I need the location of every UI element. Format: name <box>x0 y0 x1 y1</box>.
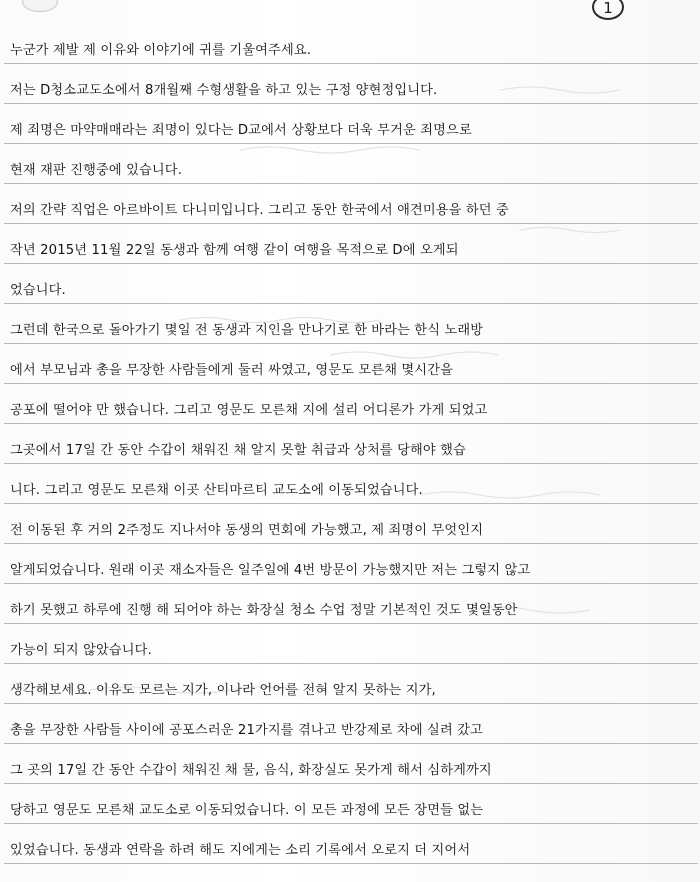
line-text: 저의 간략 직업은 아르바이트 다니미입니다. 그리고 동안 한국에서 애견미용을 하던 중 <box>10 203 509 218</box>
text-line <box>4 550 698 584</box>
text-line <box>4 230 698 264</box>
text-line <box>4 30 698 64</box>
text-line <box>4 750 698 784</box>
text-line <box>4 390 698 424</box>
line-text: 제 죄명은 마약매매라는 죄명이 있다는 D교에서 상황보다 더욱 무거운 죄명으로 <box>10 123 472 138</box>
text-line <box>4 150 698 184</box>
line-text: 작년 2015년 11월 22일 동생과 함께 여행 같이 여행을 목적으로 D에 오게되 <box>10 243 459 258</box>
line-text: 가능이 되지 않았습니다. <box>10 643 152 658</box>
text-line <box>4 790 698 824</box>
text-line <box>4 110 698 144</box>
line-text: 누군가 제발 제 이유와 이야기에 귀를 기울여주세요. <box>10 43 312 58</box>
line-text: 었습니다. <box>10 283 66 298</box>
text-line <box>4 670 698 704</box>
line-text: 그 곳의 17일 간 동안 수갑이 채워진 채 물, 음식, 화장실도 못가게 해서 심하게까지 <box>10 763 492 778</box>
line-text: 에서 부모님과 총을 무장한 사람들에게 둘러 싸였고, 영문도 모른채 몇시간을 <box>10 363 453 378</box>
text-line <box>4 590 698 624</box>
text-line <box>4 70 698 104</box>
text-line <box>4 190 698 224</box>
text-line <box>4 430 698 464</box>
line-text: 하기 못했고 하루에 진행 해 되어야 하는 화장실 청소 수업 정말 기본적인 것도 몇일동안 <box>10 603 518 618</box>
line-text: 니다. 그리고 영문도 모른채 이곳 산티마르티 교도소에 이동되었습니다. <box>10 483 423 498</box>
text-line <box>4 830 698 864</box>
line-text: 현재 재판 진행중에 있습니다. <box>10 163 183 178</box>
line-text: 총을 무장한 사람들 사이에 공포스러운 21가지를 겪나고 반강제로 차에 실려 갔고 <box>10 723 483 738</box>
text-line <box>4 310 698 344</box>
line-text: 그곳에서 17일 간 동안 수갑이 채워진 채 알지 못할 취급과 상처를 당해야 했습 <box>10 443 466 458</box>
text-line <box>4 470 698 504</box>
line-text: 전 이동된 후 거의 2주정도 지나서야 동생의 면회에 가능했고, 제 죄명이 무엇인지 <box>10 523 484 538</box>
line-text: 공포에 떨어야 만 했습니다. 그리고 영문도 모른채 지에 설리 어디론가 가게 되었고 <box>10 403 488 418</box>
line-text: 있었습니다. 동생과 연락을 하려 해도 지에게는 소리 기록에서 오로지 더 지어서 <box>10 843 471 858</box>
line-text: 생각해보세요. 이유도 모르는 지가, 이나라 언어를 전혀 알지 못하는 지가, <box>10 683 436 698</box>
text-line <box>4 350 698 384</box>
text-line <box>4 630 698 664</box>
line-text: 당하고 영문도 모른채 교도소로 이동되었습니다. 이 모든 과정에 모든 장면들 없는 <box>10 803 484 818</box>
text-line <box>4 710 698 744</box>
line-text: 저는 D청소교도소에서 8개월째 수형생활을 하고 있는 구정 양현정입니다. <box>10 83 438 98</box>
text-line <box>4 510 698 544</box>
text-line <box>4 270 698 304</box>
page-number: 1 <box>592 0 624 20</box>
line-text: 그런데 한국으로 돌아가기 몇일 전 동생과 지인을 만나기로 한 바라는 한식 노래방 <box>10 323 484 338</box>
line-text: 알게되었습니다. 원래 이곳 재소자들은 일주일에 4번 방문이 가능했지만 저는 그렇지 않고 <box>10 563 531 578</box>
